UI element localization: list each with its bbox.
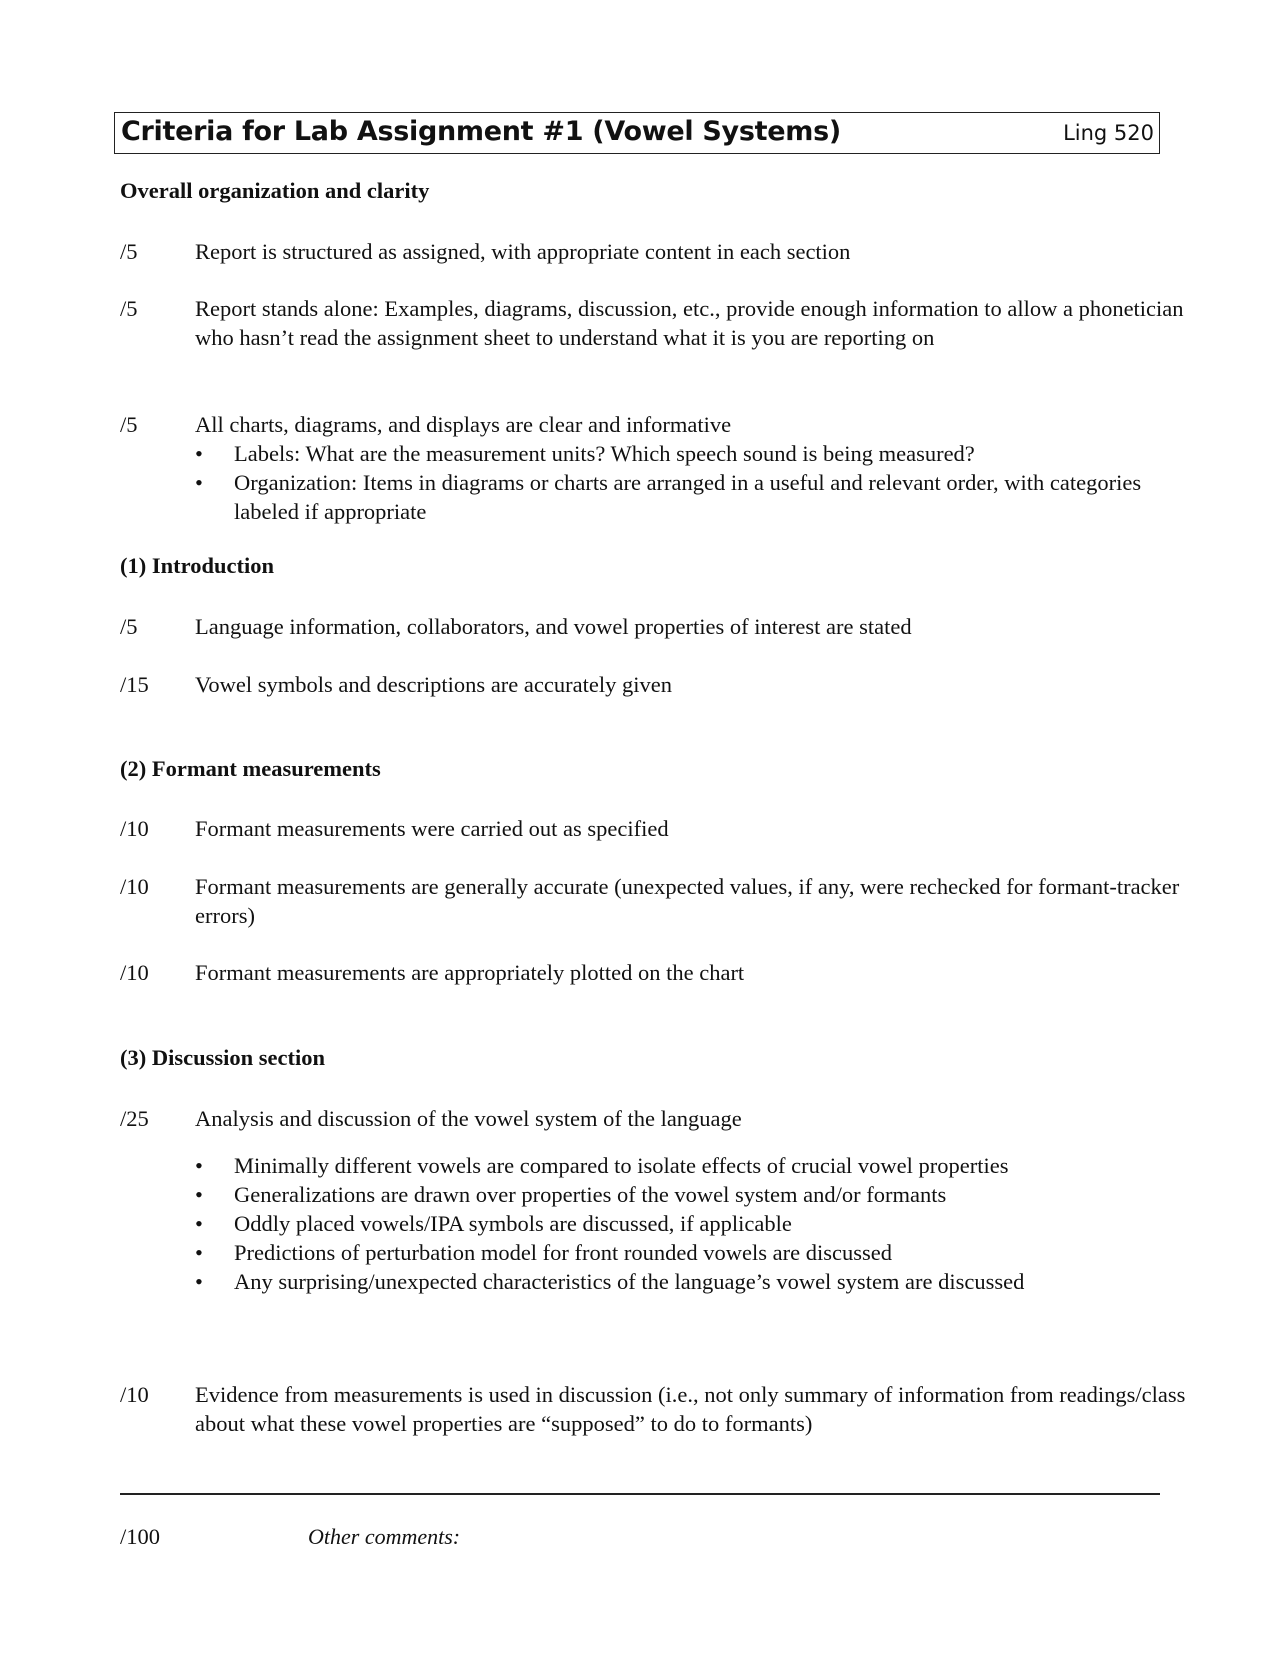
criterion-score: /5	[120, 296, 138, 321]
bullet-marker: •	[195, 1211, 203, 1236]
title-box	[114, 112, 1160, 154]
bullet-text: Generalizations are drawn over properties of the vowel system and/or formants	[234, 1182, 947, 1207]
criterion-text: Evidence from measurements is used in discussion (i.e., not only summary of information from readings/class about what these vowel properties are “supposed” to do to formants)	[195, 1382, 1186, 1436]
bullet-text: Oddly placed vowels/IPA symbols are discussed, if applicable	[234, 1211, 792, 1236]
bullet-text: Organization: Items in diagrams or charts are arranged in a useful and relevant order, with categories labeled if appropriate	[234, 470, 1142, 524]
criterion-text: Language information, collaborators, and vowel properties of interest are stated	[195, 614, 912, 639]
bullet-text: Minimally different vowels are compared to isolate effects of crucial vowel properties	[234, 1153, 1009, 1178]
bullet-marker: •	[195, 1153, 203, 1178]
bullet-text: Any surprising/unexpected characteristics of the language’s vowel system are discussed	[234, 1269, 1025, 1294]
criterion-score: /5	[120, 239, 138, 264]
footer-divider	[120, 1493, 1160, 1495]
criterion-score: /5	[120, 614, 138, 639]
bullet-marker: •	[195, 1182, 203, 1207]
criterion-score: /10	[120, 874, 149, 899]
bullet-item	[195, 1151, 1195, 1180]
other-comments-label: Other comments:	[308, 1524, 461, 1549]
section-heading-formant: (2) Formant measurements	[120, 756, 381, 781]
criterion-score: /5	[120, 412, 138, 437]
criterion-text: Analysis and discussion of the vowel system of the language	[195, 1106, 742, 1131]
criterion-text: All charts, diagrams, and displays are clear and informative	[195, 412, 732, 437]
criterion-text: Report stands alone: Examples, diagrams, discussion, etc., provide enough information to allow a phonetician who hasn’t read the assignment sheet to understand what it is you are reporting on	[195, 296, 1184, 350]
bullet-marker: •	[195, 441, 203, 466]
bullet-item	[195, 1180, 1195, 1209]
course-code: Ling 520	[1063, 121, 1154, 145]
criterion-text: Formant measurements are generally accurate (unexpected values, if any, were rechecked for formant-tracker errors)	[195, 874, 1180, 928]
criterion-text: Vowel symbols and descriptions are accurately given	[195, 672, 672, 697]
section-heading-introduction: (1) Introduction	[120, 553, 274, 578]
document-title: Criteria for Lab Assignment #1 (Vowel Systems)	[121, 116, 841, 147]
criterion-score: /10	[120, 816, 149, 841]
bullet-item	[195, 1267, 1195, 1296]
criterion-text: Formant measurements are appropriately plotted on the chart	[195, 960, 745, 985]
criterion-score: /10	[120, 960, 149, 985]
criterion-text: Formant measurements were carried out as specified	[195, 816, 669, 841]
bullet-marker: •	[195, 1240, 203, 1265]
bullet-item	[195, 439, 1195, 468]
bullet-text: Predictions of perturbation model for front rounded vowels are discussed	[234, 1240, 892, 1265]
total-score: /100	[120, 1524, 161, 1549]
bullet-list	[195, 439, 1195, 526]
bullet-item	[195, 1238, 1195, 1267]
criterion-text: Report is structured as assigned, with appropriate content in each section	[195, 239, 851, 264]
bullet-text: Labels: What are the measurement units? Which speech sound is being measured?	[234, 441, 975, 466]
criterion-score: /10	[120, 1382, 149, 1407]
bullet-marker: •	[195, 1269, 203, 1294]
bullet-item	[195, 468, 1195, 526]
section-heading-discussion: (3) Discussion section	[120, 1045, 326, 1070]
bullet-item	[195, 1209, 1195, 1238]
bullet-marker: •	[195, 470, 203, 495]
criterion-score: /15	[120, 672, 149, 697]
criterion-score: /25	[120, 1106, 149, 1131]
bullet-list	[195, 1151, 1195, 1296]
section-heading-overall: Overall organization and clarity	[120, 178, 430, 203]
